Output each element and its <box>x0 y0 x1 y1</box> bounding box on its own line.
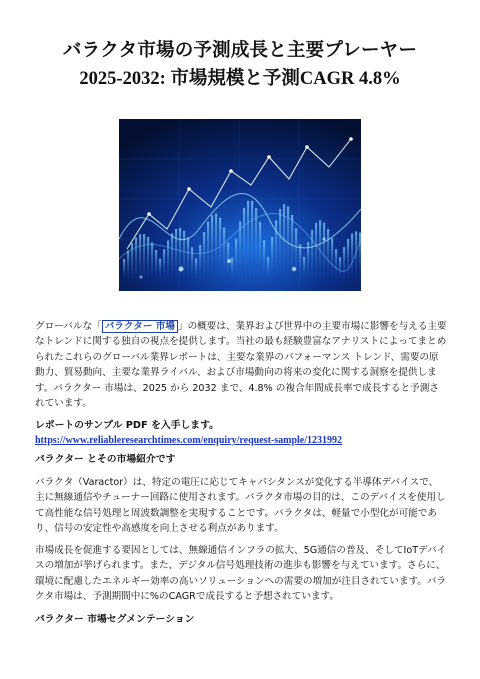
hero-bar <box>271 237 273 279</box>
hero-bar <box>171 233 173 279</box>
hero-bar <box>331 238 333 279</box>
hero-bar <box>279 209 281 279</box>
hero-bar <box>155 250 157 279</box>
hero-bar <box>299 244 301 279</box>
hero-bar <box>267 257 269 279</box>
section-heading-intro: バラクター とその市場紹介です <box>35 454 176 465</box>
hero-bar <box>347 239 349 279</box>
hero-bar <box>263 240 265 279</box>
hero-bar <box>203 232 205 279</box>
sample-block <box>35 418 447 449</box>
hero-bar <box>139 234 141 279</box>
intro-body: 」の概要は、業界および世界中の主要市場に影響を与える主要なトレンドに関する独自の視点を提供します。当社の最も経験豊富なアナリストによってまとめられたこれらのグローバル業界レポートは、主要な業界のパフォーマンス トレンド、需要の原動力、貿易動向、主要な業界ライバル、および市場動向の将来の変化に関する洞察を提供します。バラクター 市場は、2025 から 2032 まで、4.8% の複合年間成長率で成長すると予測されています。 <box>35 321 447 410</box>
hero-bar <box>143 234 145 279</box>
hero-bar <box>311 230 313 279</box>
hero-bar <box>135 237 137 279</box>
hero-bar <box>339 257 341 279</box>
hero-bar <box>223 228 225 279</box>
hero-bar <box>191 247 193 279</box>
hero-bar <box>195 258 197 279</box>
hero-bar <box>175 229 177 279</box>
hero-image <box>119 119 361 291</box>
hero-bar <box>231 258 233 279</box>
hero-bar <box>315 223 317 279</box>
section-heading-segmentation: バラクター 市場セグメンテーション <box>35 614 195 625</box>
hero-bar <box>123 259 125 279</box>
paragraph-growth: 市場成長を促進する要因としては、無線通信インフラの拡大、5G通信の普及、そしてIoTデバイスの増加が挙げられます。また、デジタル信号処理技術の進歩も影響を与えています。さらに、環境に配慮したエネルギー効率の高いソリューションへの需要の増加が注目されています。バラクタ市場は、予測期間中に%のCAGRで成長すると予想されています。 <box>35 545 447 603</box>
hero-bar <box>147 237 149 279</box>
hero-bar <box>259 222 261 279</box>
hero-bar <box>215 213 217 279</box>
intro-paragraph <box>35 319 447 411</box>
sample-url-link[interactable]: https://www.reliableresearchtimes.com/enquiry/request-sample/1231992 <box>35 435 343 447</box>
hero-bar <box>163 249 165 279</box>
hero-bar <box>187 237 189 279</box>
hero-bar <box>343 247 345 279</box>
paragraph-description: バラクタ（Varactor）は、特定の電圧に応じてキャパシタンスが変化する半導体デバイスで、主に無線通信やチューナー回路に使用されます。バラクタ市場の目的は、このデバイスを使用して高性能な信号処理と周波数調整を実現することです。バラクタは、軽量で小型化が可能であり、信号の安定性や高感度を向上させる利点があります。 <box>35 477 446 535</box>
title-line-2: 2025-2032: 市場規模と予測CAGR 4.8% <box>79 69 401 89</box>
hero-bar <box>199 245 201 279</box>
hero-bar <box>167 240 169 279</box>
intro-prefix: グローバルな「 <box>35 321 102 332</box>
hero-bar <box>335 249 337 279</box>
hero-bar <box>323 223 325 279</box>
hero-bar <box>243 208 245 279</box>
hero-bar <box>235 239 237 279</box>
hero-bar <box>295 228 297 279</box>
hero-bar <box>211 215 213 279</box>
hero-bar <box>151 242 153 279</box>
title-line-1: バラクタ市場の予測成長と主要プレーヤー <box>62 40 418 61</box>
hero-bar <box>303 257 305 279</box>
hero-bar <box>327 229 329 279</box>
hero-bar <box>247 201 249 279</box>
hero-bar <box>251 201 253 279</box>
hero-bar <box>127 251 129 279</box>
market-link[interactable]: バラクター 市場 <box>102 320 178 333</box>
hero-bar <box>183 231 185 279</box>
hero-bar <box>351 234 353 279</box>
hero-bar <box>159 259 161 279</box>
sample-label: レポートのサンプル PDF を入手します。 <box>35 420 219 431</box>
hero-bar <box>219 218 221 279</box>
hero-bar <box>239 221 241 279</box>
hero-bar <box>207 222 209 279</box>
